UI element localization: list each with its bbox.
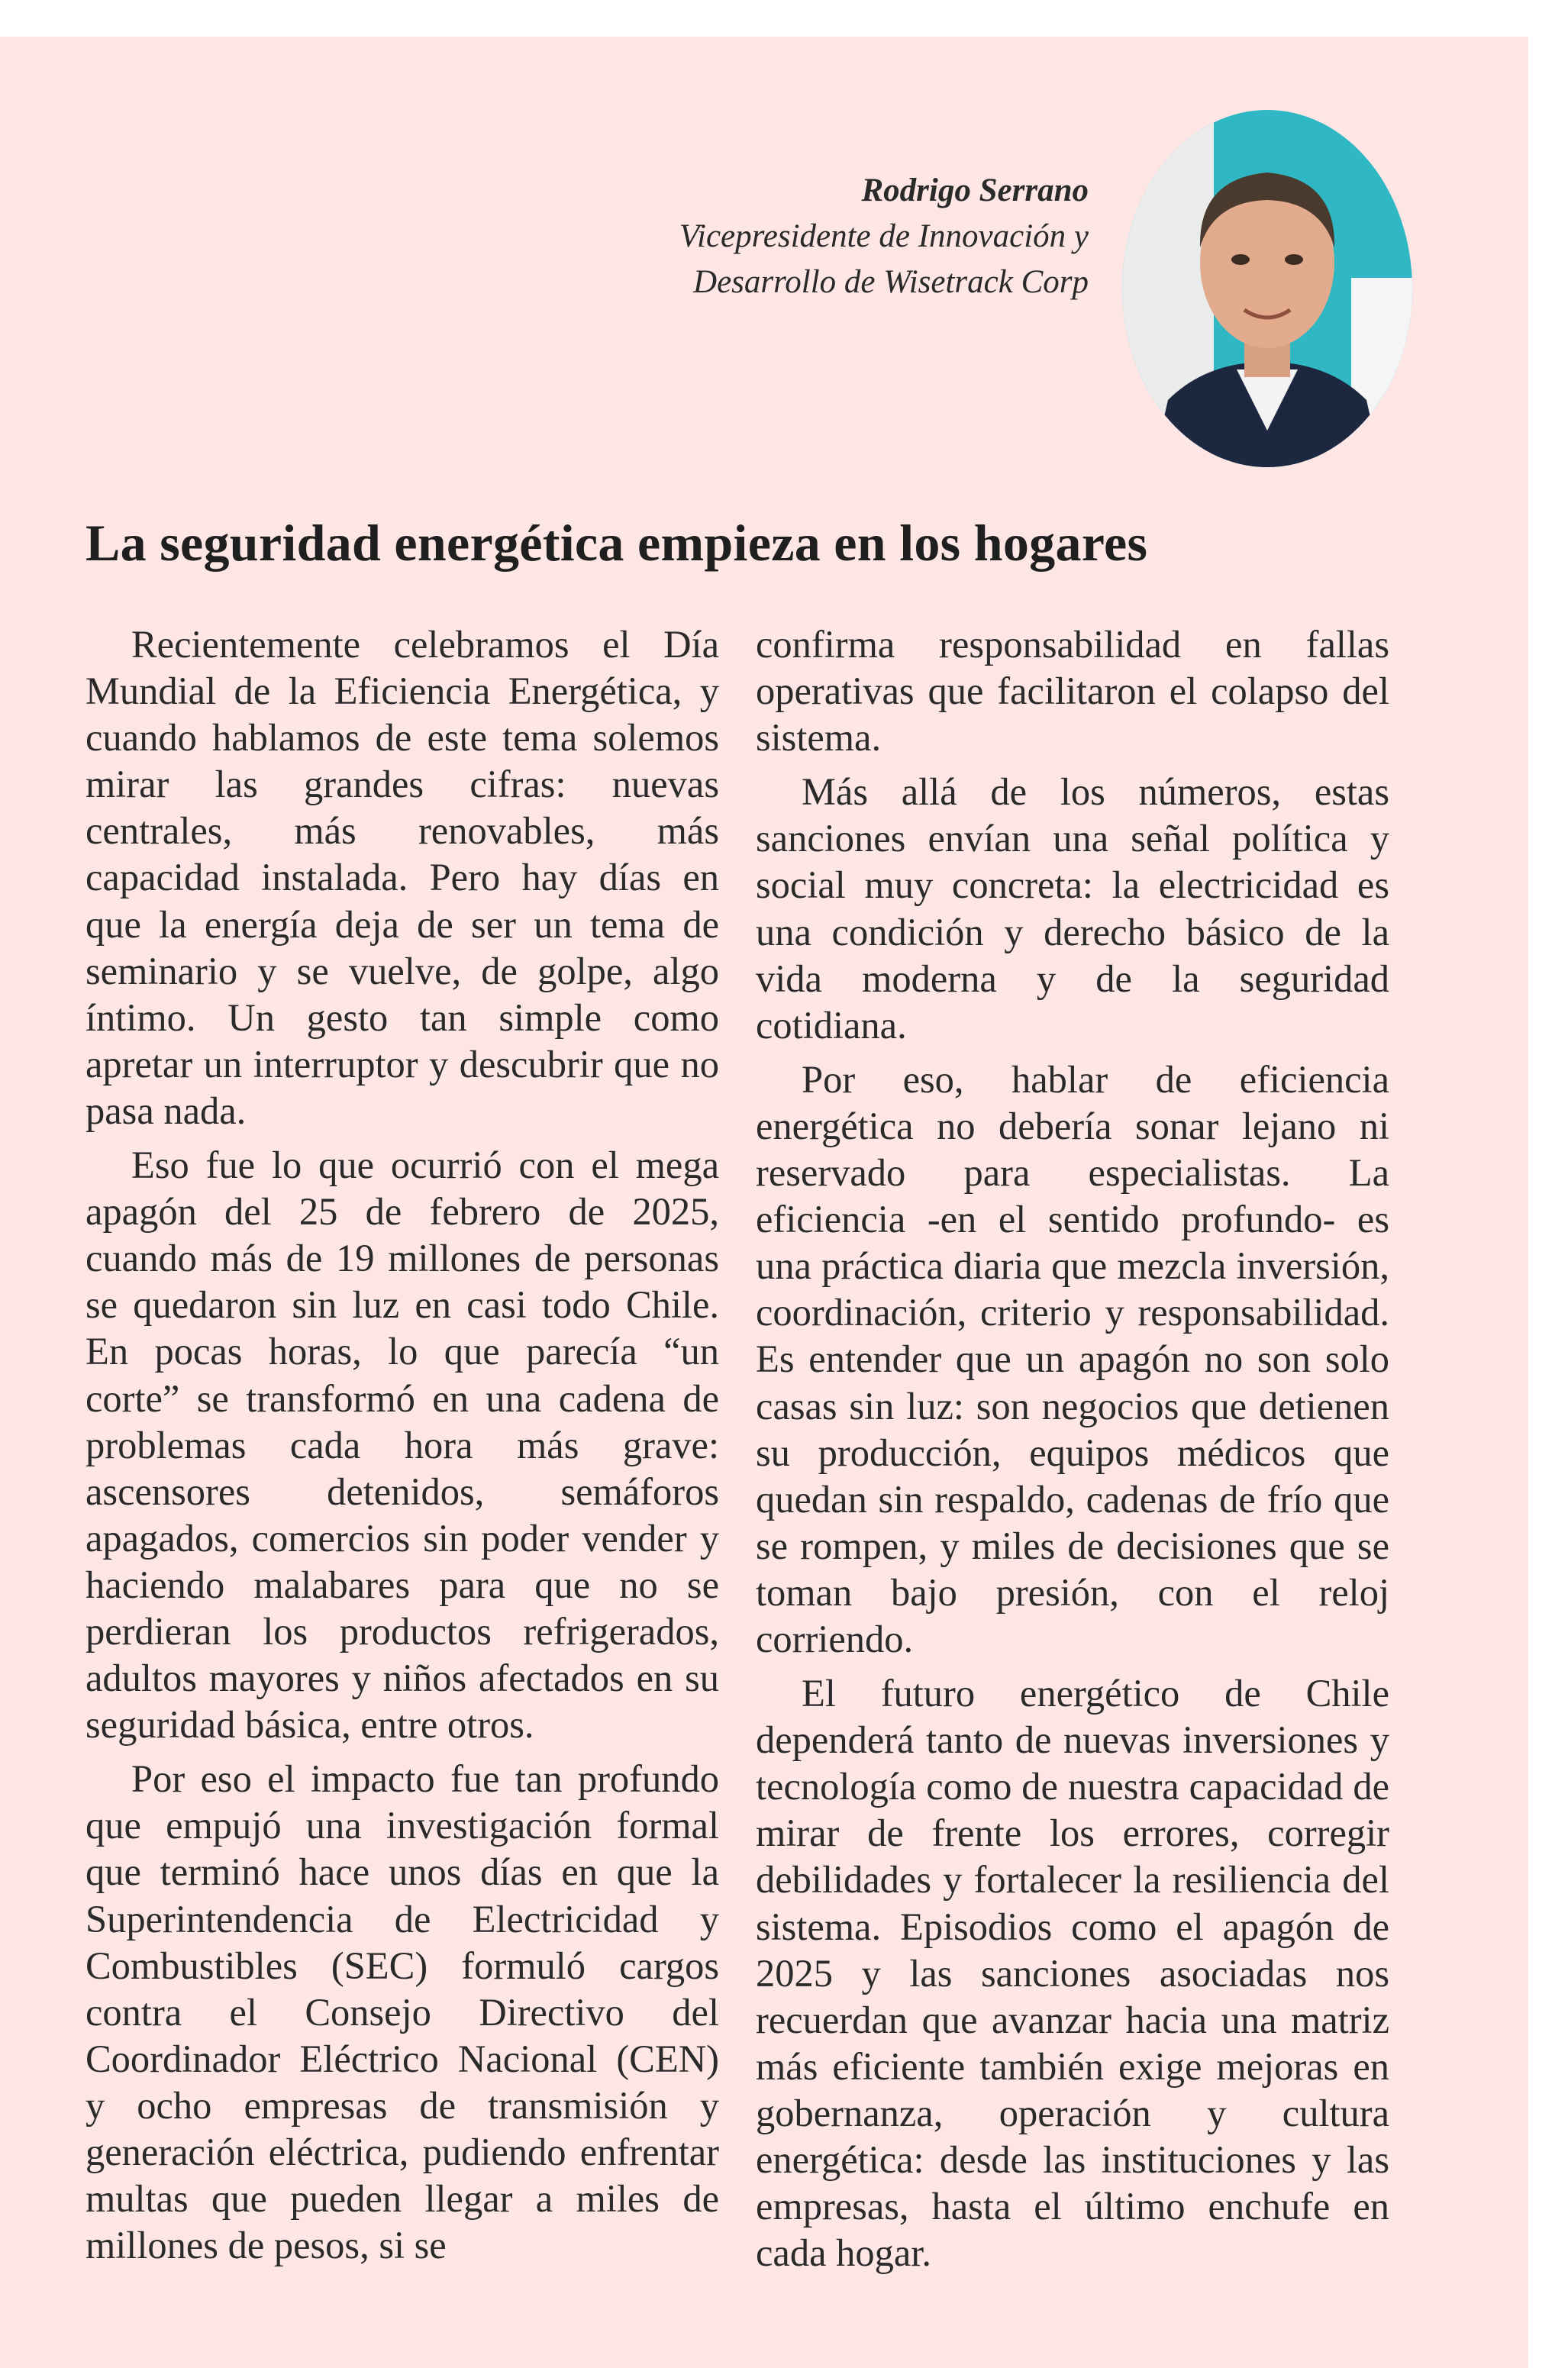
paragraph: Eso fue lo que ocurrió con el mega apagón del 25 de febrero de 2025, cuando más de 19 millones de personas se quedaron sin luz en casi todo Chile. En pocas horas, lo que parecía “un corte” se transformó en una cadena de problemas cada hora más grave: ascensores detenidos, semáforos apagados, comercios sin poder vender y haciendo malabares para que no se perdieran los productos refrigerados, adultos mayores y niños afectados en su seguridad básica, entre otros. bbox=[85, 1144, 719, 1747]
paragraph: Por eso el impacto fue tan profundo que empujó una investigación formal que terminó hace unos días en que la Superintendencia de Electricidad y Combustibles (SEC) formuló cargos contra el Consejo Directivo del Coordinador Eléctrico Nacional (CEN) y ocho empresas de transmisión y generación eléctrica, pudiendo enfrentar multas que pueden llegar a miles de millones de pesos, si se bbox=[85, 1757, 719, 2267]
paragraph-continued: confirma responsabilidad en fallas operativas que facilitaron el colapso del sistema. bbox=[756, 623, 1389, 760]
author-byline bbox=[679, 168, 1089, 305]
paragraph: Más allá de los números, estas sanciones envían una señal política y social muy concreta: la electricidad es una condición y derecho básico de la vida moderna y de la seguridad cotidiana. bbox=[756, 770, 1389, 1047]
paragraph: Por eso, hablar de eficiencia energética no debería sonar lejano ni reservado para especialistas. La eficiencia -en el sentido profundo- es una práctica diaria que mezcla inversión, coordinación, criterio y responsabilidad. Es entender que un apagón no son solo casas sin luz: son negocios que detienen su producción, equipos médicos que quedan sin respaldo, cadenas de frío que se rompen, y miles de decisiones que se toman bajo presión, con el reloj corriendo. bbox=[756, 1057, 1389, 1660]
article-column-left bbox=[85, 621, 719, 2276]
author-name: Rodrigo Serrano bbox=[861, 173, 1089, 208]
author-portrait bbox=[1122, 110, 1412, 467]
paragraph: El futuro energético de Chile dependerá tanto de nuevas inversiones y tecnología como de nuestra capacidad de mirar de frente los errores, corregir debilidades y fortalecer la resiliencia del sistema. Episodios como el apagón de 2025 y las sanciones asociadas nos recuerdan que avanzar hacia una matriz más eficiente también exige mejoras en gobernanza, operación y cultura energética: desde las instituciones y las empresas, hasta el último enchufe en cada hogar. bbox=[756, 1672, 1389, 2275]
article-page bbox=[0, 37, 1528, 2368]
author-role-line-1: Vicepresidente de Innovación y bbox=[679, 218, 1089, 254]
author-role-line-2: Desarrollo de Wisetrack Corp bbox=[693, 264, 1089, 300]
paragraph: Recientemente celebramos el Día Mundial de la Eficiencia Energética, y cuando hablamos de este tema solemos mirar las grandes cifras: nuevas centrales, más renovables, más capacidad instalada. Pero hay días en que la energía deja de ser un tema de seminario y se vuelve, de golpe, algo íntimo. Un gesto tan simple como apretar un interruptor y descubrir que no pasa nada. bbox=[85, 623, 719, 1132]
article-column-right bbox=[756, 621, 1389, 2284]
article-headline: La seguridad energética empieza en los hogares bbox=[85, 514, 1148, 572]
